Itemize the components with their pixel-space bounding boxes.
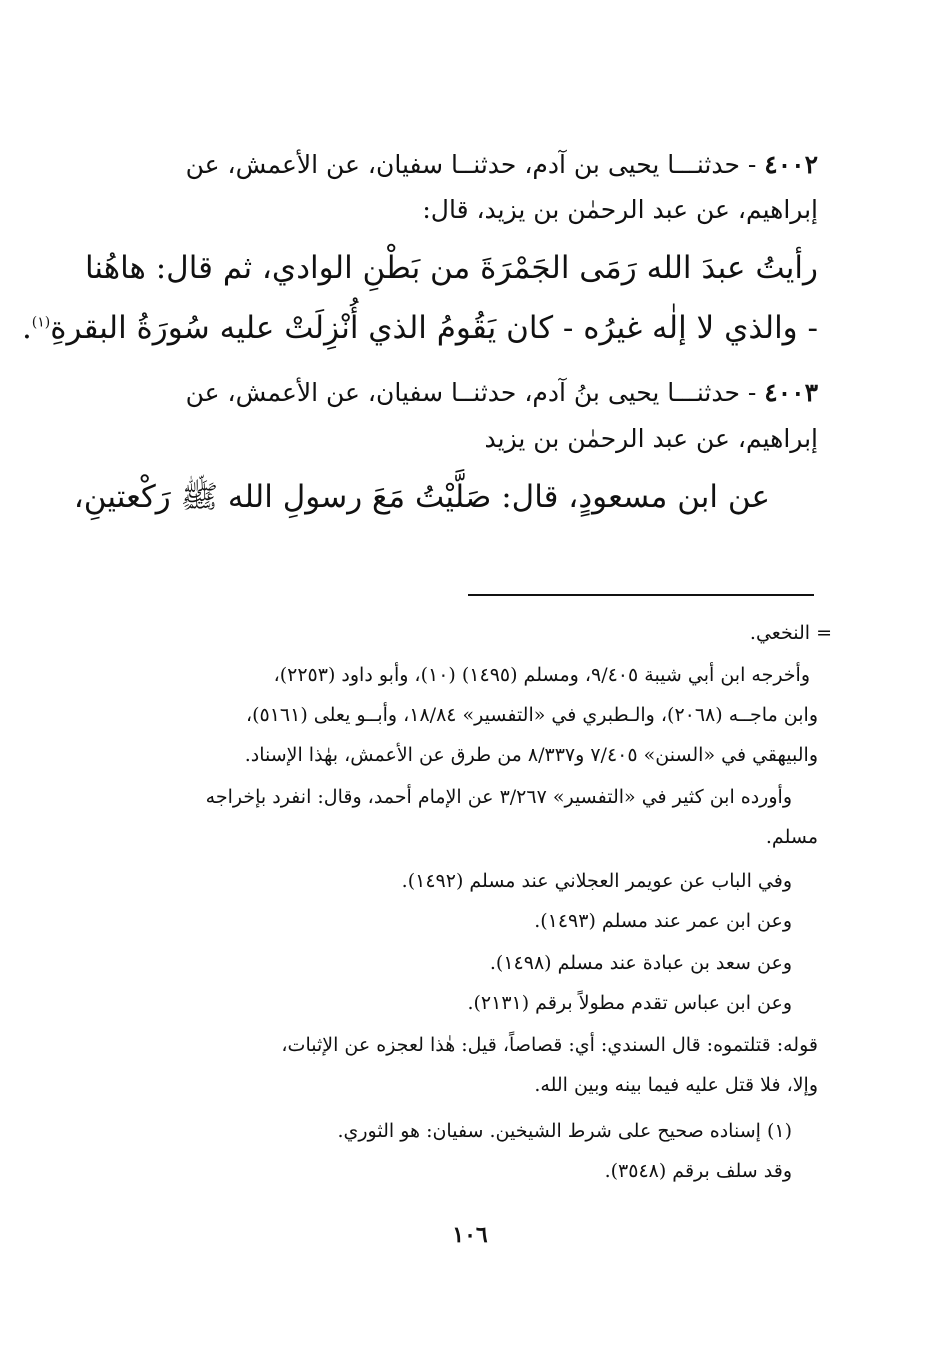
matn-end: .	[21, 310, 32, 346]
footnote-line-13: (١) إسناده صحيح على شرط الشيخين. سفيان: هو الثوري.	[337, 1120, 792, 1142]
footnote-line-12: وإلا، فلا قتل عليه فيما بينه وبين الله.	[534, 1074, 818, 1096]
footnote-line-1: = النخعي.	[749, 622, 832, 644]
footnote-separator	[468, 594, 814, 596]
hadith-4003-matn-line-1: عن ابن مسعودٍ، قال: صَلَّيْتُ مَعَ رسولِ الله ﷺ رَكْعتينِ،	[73, 479, 770, 515]
footnote-line-5: وأورده ابن كثير في «التفسير» ٣/٢٦٧ عن الإمام أحمد، وقال: انفرد بإخراجه	[205, 786, 792, 808]
footnote-line-9: وعن سعد بن عبادة عند مسلم (١٤٩٨).	[489, 952, 792, 974]
isnad-text: - حدثنـــا يحيى بن آدم، حدثنــا سفيان، عن الأعمش، عن	[185, 150, 757, 179]
hadith-4003-isnad-line-2: إبراهيم، عن عبد الرحمٰن بن يزيد	[484, 424, 818, 453]
hadith-number: ٤٠٠٣	[764, 378, 818, 407]
hadith-4002-isnad-line-2: إبراهيم، عن عبد الرحمٰن بن يزيد، قال:	[422, 195, 818, 224]
footnote-line-10: وعن ابن عباس تقدم مطولاً برقم (٢١٣١).	[467, 992, 792, 1014]
footnote-line-14: وقد سلف برقم (٣٥٤٨).	[604, 1160, 792, 1182]
hadith-number: ٤٠٠٢	[764, 150, 818, 179]
hadith-4002-matn-line-2	[21, 310, 818, 346]
footnote-line-6: مسلم.	[765, 826, 818, 848]
page-number: ١٠٦	[452, 1222, 488, 1248]
footnote-line-2: وأخرجه ابن أبي شيبة ٩/٤٠٥، ومسلم (١٤٩٥) (١٠)، وأبو داود (٢٢٥٣)،	[273, 664, 810, 686]
footnote-line-7: وفي الباب عن عويمر العجلاني عند مسلم (١٤٩٢).	[401, 870, 792, 892]
hadith-4002-isnad-line-1	[118, 150, 818, 179]
isnad-text: - حدثنـــا يحيى بنُ آدم، حدثنــا سفيان، عن الأعمش، عن	[185, 378, 757, 407]
footnote-line-4: والبيهقي في «السنن» ٧/٤٠٥ و٨/٣٣٧ من طرق عن الأعمش، بهٰذا الإسناد.	[244, 744, 818, 766]
matn-text: - والذي لا إلٰه غيرُه - كان يَقُومُ الذي أُنْزِلَتْ عليه سُورَةُ البقرةِ	[50, 310, 818, 346]
footnote-line-3: وابن ماجــه (٢٠٦٨)، والـطبري في «التفسير» ١٨/٨٤، وأبــو يعلى (٥١٦١)،	[245, 704, 818, 726]
footnote-reference: (١)	[31, 314, 51, 331]
footnote-line-8: وعن ابن عمر عند مسلم (١٤٩٣).	[534, 910, 792, 932]
footnote-line-11: قوله: قتلتموه: قال السندي: أي: قصاصاً، قيل: هٰذا لعجزه عن الإثبات،	[281, 1034, 818, 1056]
hadith-4003-isnad-line-1	[118, 378, 818, 407]
hadith-4002-matn-line-1: رأيتُ عبدَ الله رَمَى الجَمْرَةَ من بَطْنِ الوادي، ثم قال: هاهُنا	[84, 250, 818, 286]
